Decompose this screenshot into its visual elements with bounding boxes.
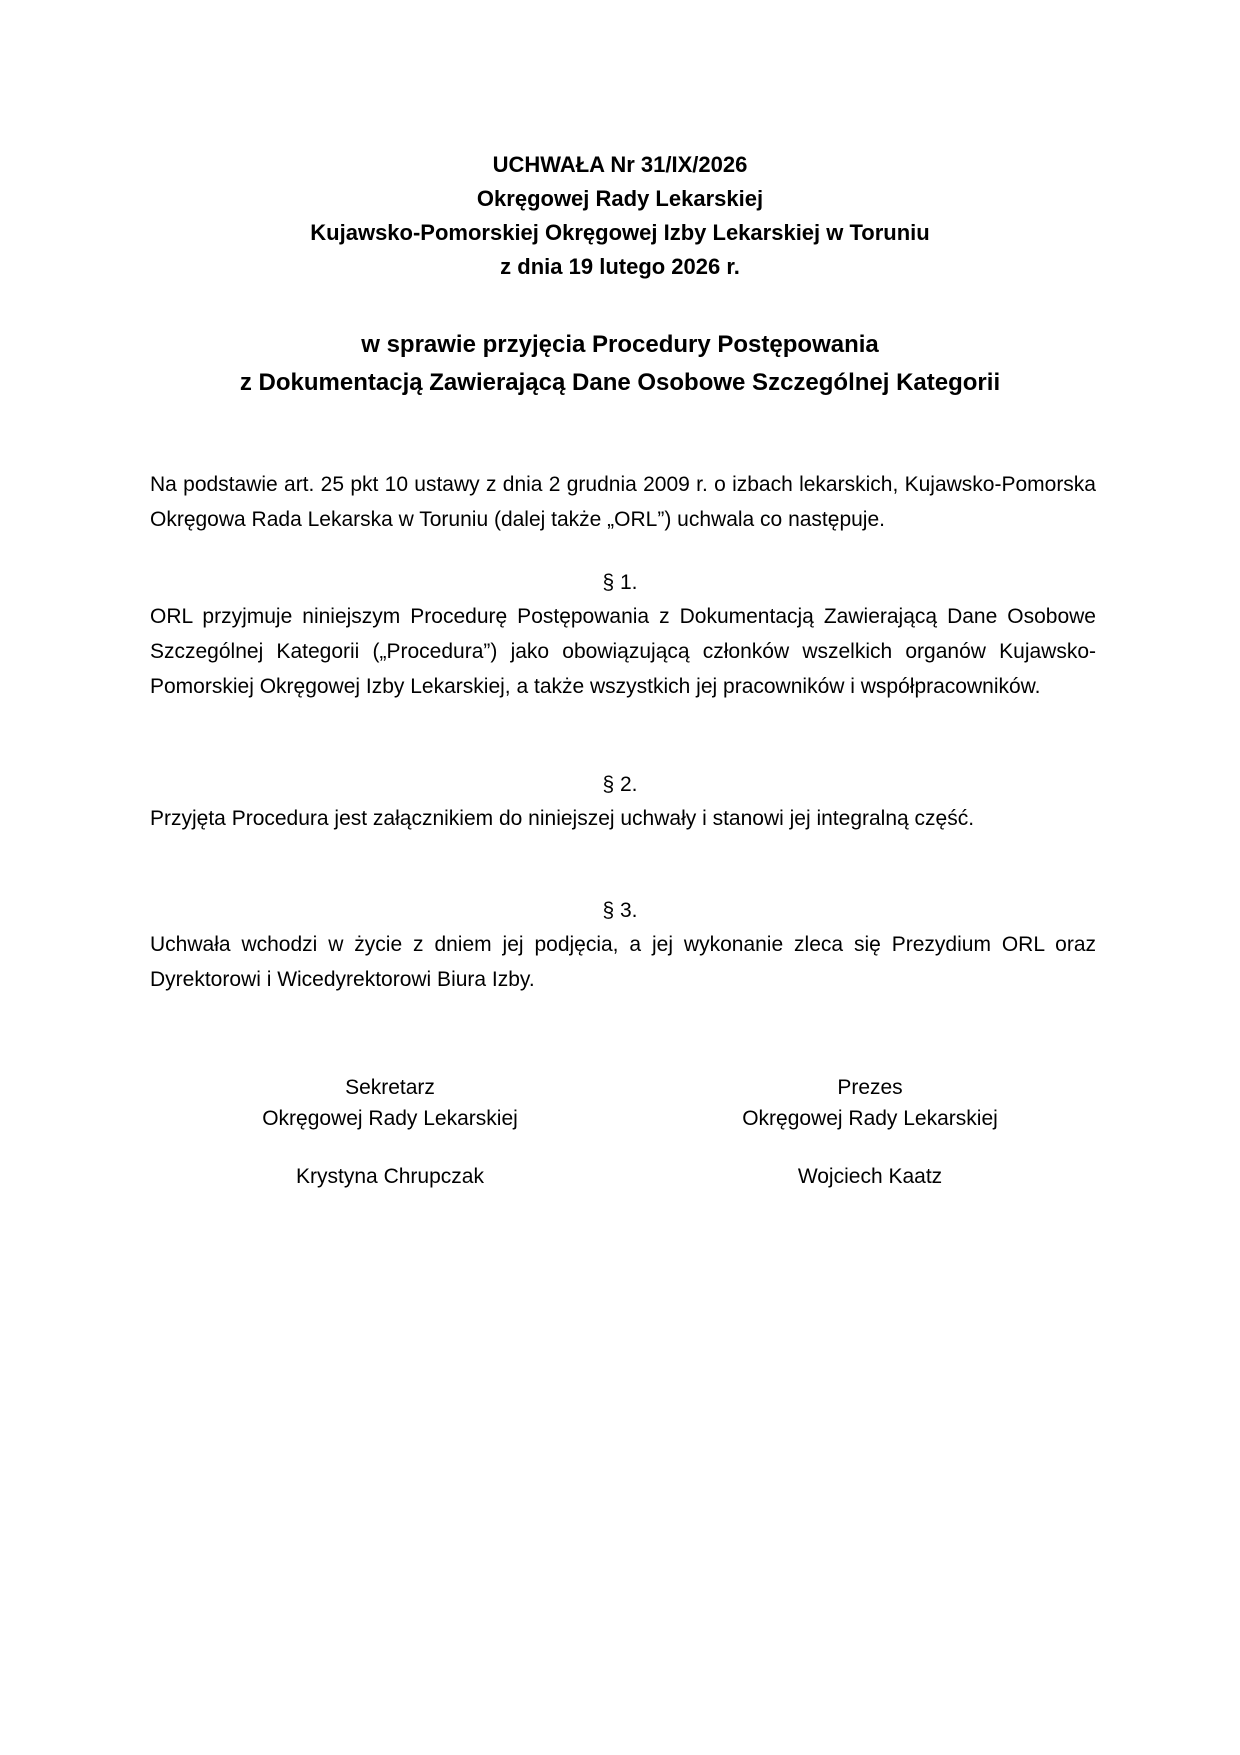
section-2-text: Przyjęta Procedura jest załącznikiem do niniejszej uchwały i stanowi jej integralną część. (150, 807, 975, 830)
legal-basis-paragraph: Na podstawie art. 25 pkt 10 ustawy z dnia 2 grudnia 2009 r. o izbach lekarskich, Kujawsko-Pomorska Okręgowa Rada Lekarska w Toruniu (dalej także „ORL”) uchwala co następuje. (150, 473, 1096, 531)
resolution-number: UCHWAŁA Nr 31/IX/2026 (492, 152, 748, 177)
resolution-subject (0, 326, 1240, 402)
resolution-date: z dnia 19 lutego 2026 r. (500, 254, 740, 279)
section-1-mark: § 1. (602, 571, 638, 594)
resolution-header (0, 148, 1240, 284)
section-3-mark: § 3. (602, 899, 638, 922)
signature-block-secretary (180, 1072, 600, 1192)
president-body: Okręgowej Rady Lekarskiej (742, 1107, 998, 1130)
secretary-body: Okręgowej Rady Lekarskiej (262, 1107, 518, 1130)
secretary-role: Sekretarz (345, 1076, 435, 1099)
section-1-text: ORL przyjmuje niniejszym Procedurę Postępowania z Dokumentacją Zawierającą Dane Osobowe Szczególnej Kategorii („Procedura”) jako obowiązującą członków wszelkich organów Kujawsko-Pomorskiej Okręgowej Izby Lekarskiej, a także wszystkich jej pracowników i współpracowników. (150, 605, 1096, 698)
secretary-name: Krystyna Chrupczak (296, 1165, 484, 1188)
issuing-council: Okręgowej Rady Lekarskiej (476, 186, 764, 211)
president-name: Wojciech Kaatz (797, 1165, 943, 1188)
signature-block-president (660, 1072, 1080, 1192)
president-role: Prezes (837, 1076, 903, 1099)
subject-line-1: w sprawie przyjęcia Procedury Postępowania (361, 331, 879, 358)
section-2-mark: § 2. (602, 773, 638, 796)
section-3-text: Uchwała wchodzi w życie z dniem jej podjęcia, a jej wykonanie zleca się Prezydium ORL oraz Dyrektorowi i Wicedyrektorowi Biura Izby. (150, 933, 1096, 991)
issuing-chamber: Kujawsko-Pomorskiej Okręgowej Izby Lekarskiej w Toruniu (310, 220, 930, 245)
subject-line-2: z Dokumentacją Zawierającą Dane Osobowe Szczególnej Kategorii (239, 369, 1001, 396)
